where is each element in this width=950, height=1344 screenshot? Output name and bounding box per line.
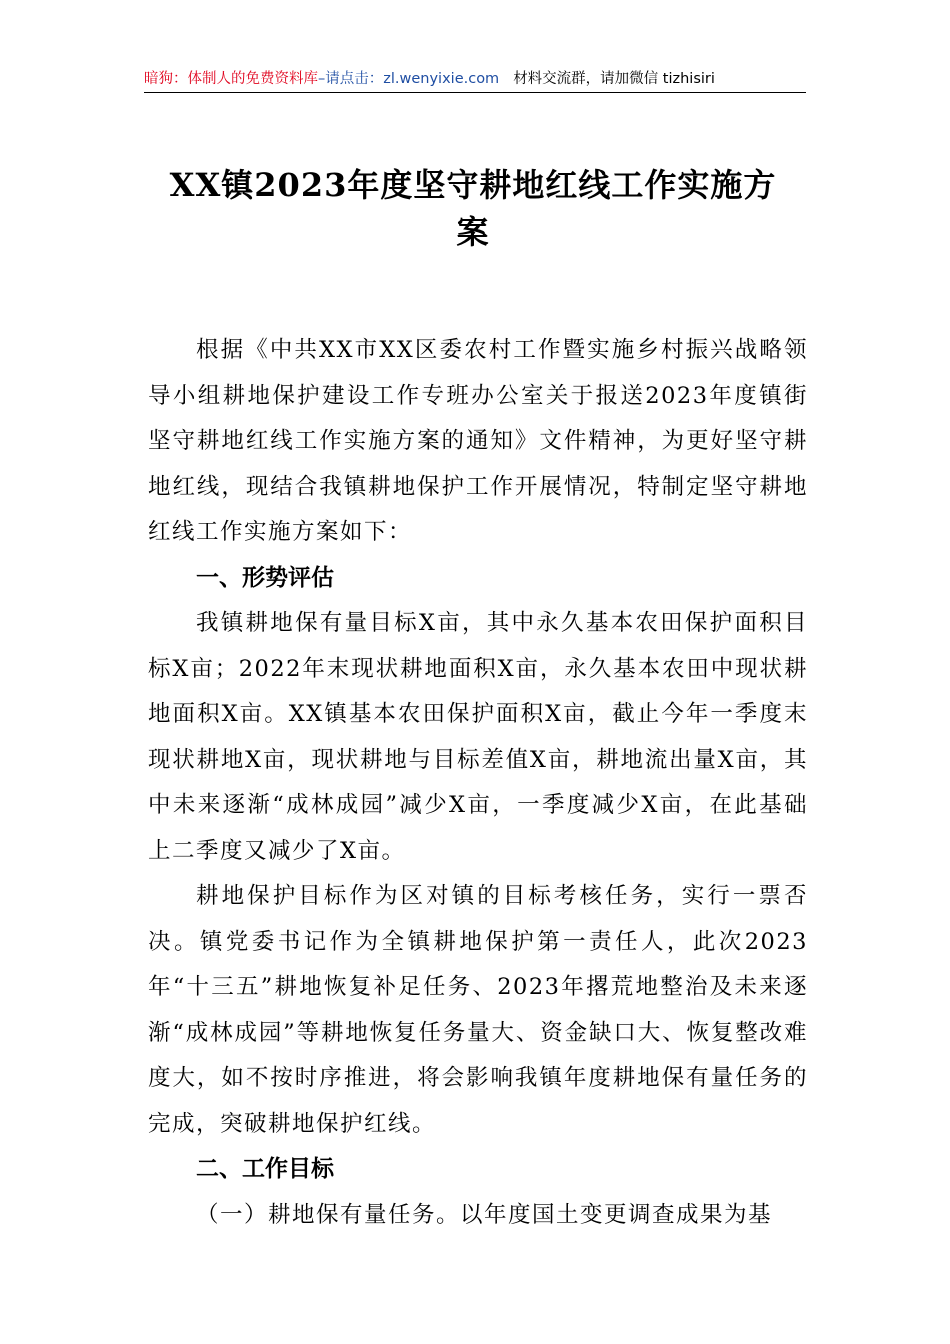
section-heading-2: 二、工作目标	[196, 1156, 334, 1182]
header-contact: 材料交流群，请加微信 tizhisiri	[513, 71, 715, 87]
section1-paragraph-2: 耕地保护目标作为区对镇的目标考核任务，实行一票否决。镇党委书记作为全镇耕地保护第一责任人，此次2023年“十三五”耕地恢复补足任务、2023年撂荒地整治及未来逐渐“成林成园”等耕地恢复任务量大、资金缺口大、恢复整改难度大，如不按时序推进，将会影响我镇年度耕地保有量任务的完成，突破耕地保护红线。	[148, 883, 808, 1137]
document-title-line1: XX镇2023年度坚守耕地红线工作实施方	[169, 166, 777, 204]
section1-paragraph-1: 我镇耕地保有量目标X亩，其中永久基本农田保护面积目标X亩；2022年末现状耕地面积X亩，永久基本农田中现状耕地面积X亩。XX镇基本农田保护面积X亩，截止今年一季度末现状耕地X亩，现状耕地与目标差值X亩，耕地流出量X亩，其中未来逐渐“成林成园”减少X亩，一季度减少X亩，在此基础上二季度又减少了X亩。	[148, 610, 808, 864]
section-heading-1: 一、形势评估	[196, 564, 334, 591]
section2-paragraph-1: （一）耕地保有量任务。以年度国土变更调查成果为基	[196, 1201, 773, 1228]
document-body	[148, 328, 808, 1238]
header-site-name: 暗狗：体制人的免费资料库	[144, 71, 318, 87]
header-link[interactable]: –请点击：zl.wenyixie.com	[318, 71, 500, 87]
page-header	[144, 68, 806, 93]
document-title-line2: 案	[456, 213, 490, 251]
intro-paragraph: 根据《中共XX市XX区委农村工作暨实施乡村振兴战略领导小组耕地保护建设工作专班办公室关于报送2023年度镇街坚守耕地红线工作实施方案的通知》文件精神，为更好坚守耕地红线，现结合我镇耕地保护工作开展情况，特制定坚守耕地红线工作实施方案如下：	[148, 337, 808, 545]
